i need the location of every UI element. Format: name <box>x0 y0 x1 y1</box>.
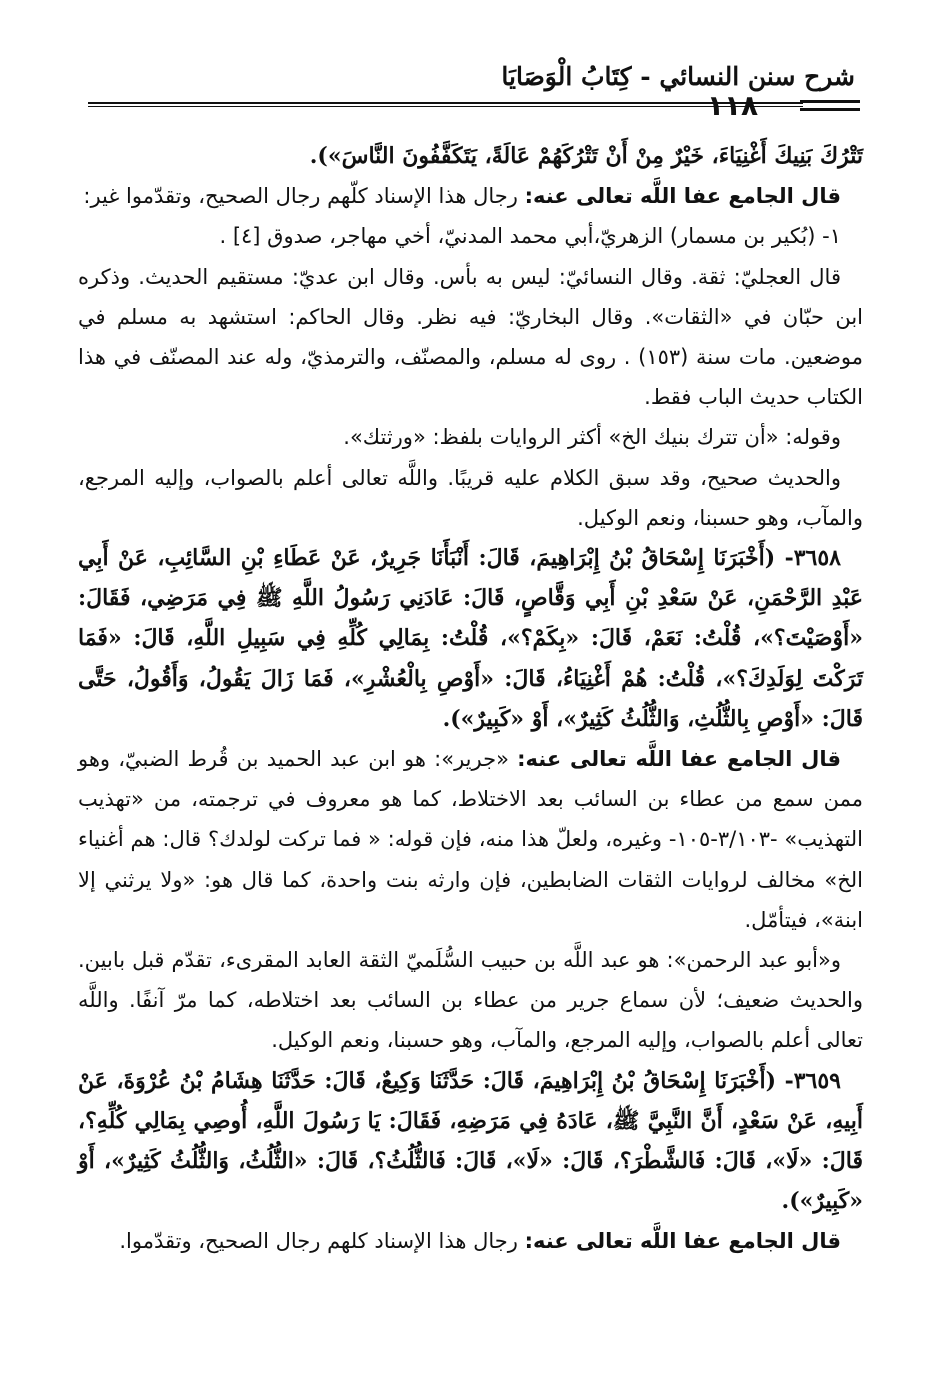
paragraph <box>78 136 863 176</box>
paragraph <box>78 176 863 216</box>
body-text <box>78 136 863 1336</box>
paragraph-text: والحديث صحيح، وقد سبق الكلام عليه قريبًا. واللَّه تعالى أعلم بالصواب، وإليه المرجع، والمآب، وهو حسبنا، ونعم الوكيل. <box>78 465 863 530</box>
paragraph <box>78 417 863 457</box>
page-number-rule-1 <box>800 100 860 103</box>
hadith-paragraph <box>78 538 863 739</box>
page-number-rule-2 <box>800 108 860 111</box>
paragraph-text: و«أبو عبد الرحمن»: هو عبد اللَّه بن حبيب السُّلَميّ الثقة العابد المقرىء، تقدّم قبل بابين. والحديث ضعيف؛ لأن سماع جرير من عطاء بن السائب بعد اختلاطه، كما مرّ آنفًا. واللَّه تعالى أعلم بالصواب، وإليه المرجع، والمآب، وهو حسبنا، ونعم الوكيل. <box>78 948 863 1053</box>
paragraph-text: ٣٦٥٩- (أَخْبَرَنَا إِسْحَاقُ بْنُ إِبْرَاهِيمَ، قَالَ: حَدَّثَنَا وَكِيعٌ، قَالَ: حَدَّثَنَا هِشَامُ بْنُ عُرْوَةَ، عَنْ أَبِيهِ، عَنْ سَعْدٍ، أَنَّ النَّبِيَّ ﷺ، عَادَهُ فِي مَرَضِهِ، فَقَالَ: يَا رَسُولَ اللَّهِ، أُوصِي بِمَالِي كُلِّهِ؟، قَالَ: «لَا»، قَالَ: فَالشَّطْرَ؟، قَالَ: «لَا»، قَالَ: فَالثُّلُثُ؟، قَالَ: «الثُّلُثُ، وَالثُّلُثُ كَثِيرٌ»، أَوْ «كَبِيرٌ»). <box>78 1067 863 1215</box>
paragraph-text: رجال هذا الإسناد كلّهم رجال الصحيح، وتقدّموا غير: <box>83 184 525 209</box>
paragraph <box>78 257 863 418</box>
paragraph-text: رجال هذا الإسناد كلهم رجال الصحيح، وتقدّموا. <box>119 1229 525 1254</box>
paragraph-text: ٣٦٥٨- (أَخْبَرَنَا إِسْحَاقُ بْنُ إِبْرَاهِيمَ، قَالَ: أَنْبَأَنَا جَرِيرٌ، عَنْ عَطَاءِ بْنِ السَّائِبِ، عَنْ أَبِي عَبْدِ الرَّحْمَنِ، عَنْ سَعْدِ بْنِ أَبِي وَقَّاصٍ، قَالَ: عَادَنِي رَسُولُ اللَّهِ ﷺ فِي مَرَضِي، فَقَالَ: «أَوْصَيْتَ؟»، قُلْتُ: نَعَمْ، قَالَ: «بِكَمْ؟»، قُلْتُ: بِمَالِي كُلِّهِ فِي سَبِيلِ اللَّهِ، قَالَ: «فَمَا تَرَكْتَ لِوَلَدِكَ؟»، قُلْتُ: هُمْ أَغْنِيَاءُ، قَالَ: «أَوْصِ بِالْعُشْرِ»، فَمَا زَالَ يَقُولُ، وَأَقُولُ، حَتَّى قَالَ: «أَوْصِ بِالثُّلُثِ، وَالثُّلُثُ كَثِيرٌ»، أَوْ «كَبِيرٌ»). <box>78 545 863 732</box>
paragraph <box>78 940 863 1061</box>
paragraph-text: ١- (بُكير بن مسمار) الزهريّ،أبي محمد المدنيّ، أخي مهاجر، صدوق [٤] . <box>219 224 841 249</box>
paragraph-text: تَتْرُكَ بَنِيكَ أَغْنِيَاءَ، خَيْرٌ مِنْ أَنْ تَتْرُكَهُمْ عَالَةً، يَتَكَفَّفُونَ النَّاسَ»). <box>309 143 863 169</box>
paragraph <box>78 458 863 538</box>
paragraph-lead: قال الجامع عفا اللَّه تعالى عنه: <box>524 1229 841 1254</box>
paragraph-text: «جرير»: هو ابن عبد الحميد بن قُرط الضبيّ، وهو ممن سمع من عطاء بن السائب بعد الاختلاط، كما هو معروف في ترجمته، من «تهذيب التهذيب» -٣/١٠٣-١٠٥- وغيره، ولعلّ هذا منه، فإن قوله: « فما تركت لولدك؟ قال: هم أغنياء الخ» مخالف لروايات الثقات الضابطين، فإن وارثه بنت واحدة، كما قال هو: «ولا يرثني إلا ابنة»، فيتأمّل. <box>78 747 863 932</box>
paragraph-lead: قال الجامع عفا اللَّه تعالى عنه: <box>517 747 842 772</box>
paragraph-text: وقوله: «أن تترك بنيك الخ» أكثر الروايات بلفظ: «ورثتك». <box>343 425 841 450</box>
running-title: شرح سنن النسائي - كِتَابُ الْوَصَايَا <box>501 62 855 91</box>
page-number: ١١٨ <box>706 89 759 122</box>
paragraph-text: قال العجليّ: ثقة. وقال النسائيّ: ليس به بأس. وقال ابن عديّ: مستقيم الحديث. وذكره ابن حبّان في «الثقات». وقال البخاريّ: فيه نظر. وقال الحاكم: استشهد به مسلم في موضعين. مات سنة (١٥٣) . روى له مسلم، والمصنّف، والترمذيّ، وله عند المصنّف في هذا الكتاب حديث الباب فقط. <box>78 264 863 410</box>
paragraph <box>78 739 863 940</box>
hadith-paragraph <box>78 1061 863 1222</box>
paragraph <box>78 1221 863 1261</box>
paragraph-lead: قال الجامع عفا اللَّه تعالى عنه: <box>524 184 841 209</box>
paragraph <box>78 216 863 256</box>
